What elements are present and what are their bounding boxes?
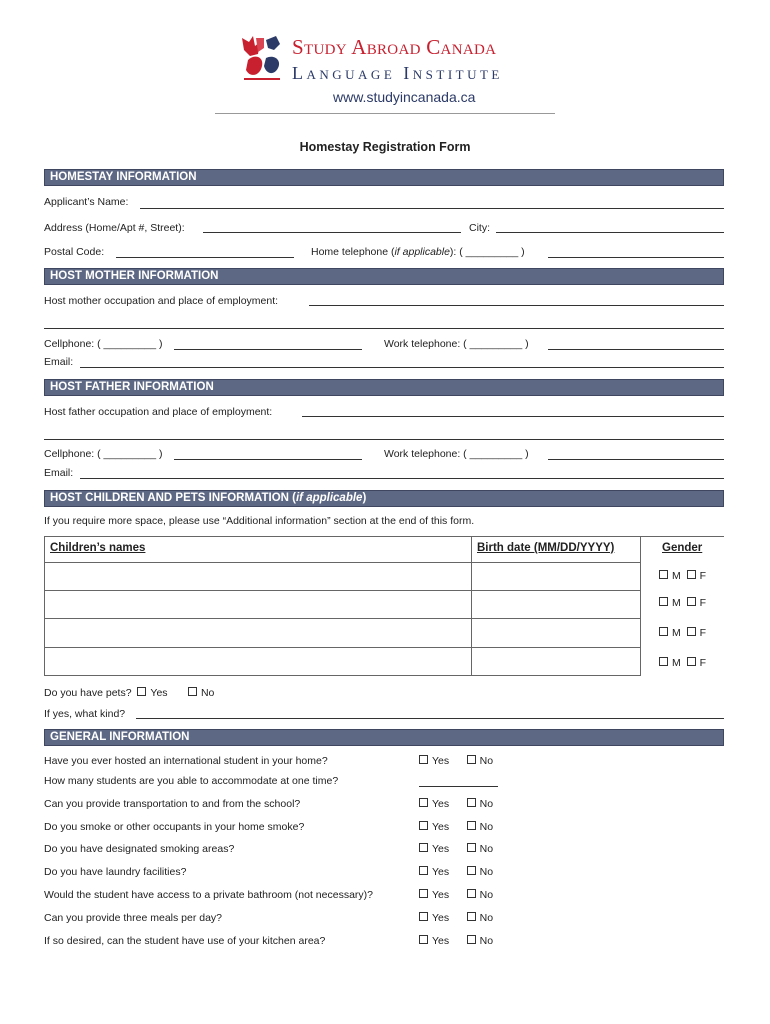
checkbox-icon[interactable] <box>467 798 476 807</box>
child-name-cell[interactable] <box>44 647 472 676</box>
question: Would the student have access to a private bathroom (not necessary)? <box>44 889 373 901</box>
section-header-general: GENERAL INFORMATION <box>44 729 724 746</box>
pets-question: Do you have pets? Yes No <box>44 687 215 699</box>
gender-options[interactable]: M F <box>659 597 706 609</box>
question: Do you have laundry facilities? <box>44 866 187 878</box>
father-cellphone-label: Cellphone: ( _________ ) <box>44 448 163 460</box>
logo-divider <box>215 113 555 114</box>
checkbox-icon[interactable] <box>419 843 428 852</box>
child-birth-cell[interactable] <box>471 562 641 591</box>
checkbox-icon[interactable] <box>467 755 476 764</box>
children-note: If you require more space, please use “Additional information” section at the end of this form. <box>44 515 475 527</box>
brand-name: Study Abroad Canada <box>292 35 497 59</box>
postal-code-field[interactable] <box>116 257 294 258</box>
yes-no-options[interactable]: Yes No <box>419 935 493 947</box>
father-occupation-field[interactable] <box>302 416 724 417</box>
checkbox-icon[interactable] <box>467 935 476 944</box>
father-occupation-field-2[interactable] <box>44 439 724 440</box>
question: Do you have designated smoking areas? <box>44 843 235 855</box>
checkbox-icon[interactable] <box>687 627 696 636</box>
child-birth-cell[interactable] <box>471 647 641 676</box>
child-birth-cell[interactable] <box>471 590 641 619</box>
mother-occupation-label: Host mother occupation and place of employment: <box>44 295 279 307</box>
applicant-name-field[interactable] <box>140 208 724 209</box>
checkbox-icon[interactable] <box>137 687 146 696</box>
yes-no-options[interactable]: Yes No <box>419 821 493 833</box>
checkbox-icon[interactable] <box>659 597 668 606</box>
city-label: City: <box>469 222 490 234</box>
yes-no-options[interactable]: Yes No <box>419 798 493 810</box>
home-telephone-label: Home telephone (if applicable): ( _________ ) <box>311 246 525 258</box>
yes-no-options[interactable]: Yes No <box>419 912 493 924</box>
child-name-cell[interactable] <box>44 590 472 619</box>
father-occupation-label: Host father occupation and place of employment: <box>44 406 273 418</box>
yes-no-options[interactable]: Yes No <box>419 889 493 901</box>
question: If so desired, can the student have use of your kitchen area? <box>44 935 326 947</box>
child-birth-cell[interactable] <box>471 618 641 648</box>
section-header-children-pets: HOST CHILDREN AND PETS INFORMATION (if applicable) <box>44 490 724 507</box>
checkbox-icon[interactable] <box>467 889 476 898</box>
checkbox-icon[interactable] <box>467 821 476 830</box>
section-header-homestay: HOMESTAY INFORMATION <box>44 169 724 186</box>
form-title: Homestay Registration Form <box>299 140 471 154</box>
checkbox-icon[interactable] <box>467 866 476 875</box>
col-header-names: Children’s names <box>50 542 146 554</box>
brand-subtitle: Language Institute <box>292 63 503 83</box>
col-header-gender: Gender <box>662 542 703 554</box>
question: Have you ever hosted an international student in your home? <box>44 755 328 767</box>
brand-url: www.studyincanada.ca <box>333 89 476 105</box>
mother-email-field[interactable] <box>80 367 724 368</box>
address-field[interactable] <box>203 232 461 233</box>
mother-occupation-field-2[interactable] <box>44 328 724 329</box>
student-count-field[interactable] <box>419 786 498 787</box>
father-work-tel-label: Work telephone: ( _________ ) <box>384 448 529 460</box>
checkbox-icon[interactable] <box>659 627 668 636</box>
pets-kind-field[interactable] <box>136 718 724 719</box>
checkbox-icon[interactable] <box>659 657 668 666</box>
question: Do you smoke or other occupants in your home smoke? <box>44 821 305 833</box>
checkbox-icon[interactable] <box>419 889 428 898</box>
mother-email-label: Email: <box>44 356 74 368</box>
checkbox-icon[interactable] <box>419 755 428 764</box>
col-header-birth-date: Birth date (MM/DD/YYYY) <box>477 542 615 554</box>
checkbox-icon[interactable] <box>687 657 696 666</box>
yes-no-options[interactable]: Yes No <box>419 843 493 855</box>
city-field[interactable] <box>496 232 724 233</box>
yes-no-options[interactable]: Yes No <box>419 866 493 878</box>
checkbox-icon[interactable] <box>659 570 668 579</box>
mother-work-tel-label: Work telephone: ( _________ ) <box>384 338 529 350</box>
gender-options[interactable]: M F <box>659 627 706 639</box>
checkbox-icon[interactable] <box>467 912 476 921</box>
mother-occupation-field[interactable] <box>309 305 724 306</box>
section-header-host-father: HOST FATHER INFORMATION <box>44 379 724 396</box>
question: Can you provide three meals per day? <box>44 912 223 924</box>
father-email-label: Email: <box>44 467 74 479</box>
checkbox-icon[interactable] <box>419 912 428 921</box>
checkbox-icon[interactable] <box>687 597 696 606</box>
mother-cellphone-label: Cellphone: ( _________ ) <box>44 338 163 350</box>
postal-code-label: Postal Code: <box>44 246 105 258</box>
question: Can you provide transportation to and from the school? <box>44 798 301 810</box>
mother-work-tel-field[interactable] <box>548 349 724 350</box>
checkbox-icon[interactable] <box>419 798 428 807</box>
father-cellphone-field[interactable] <box>174 459 362 460</box>
maple-leaf-logo-icon <box>240 34 286 84</box>
yes-no-options[interactable]: Yes No <box>419 755 493 767</box>
mother-cellphone-field[interactable] <box>174 349 362 350</box>
applicant-name-label: Applicant’s Name: <box>44 196 129 208</box>
checkbox-icon[interactable] <box>188 687 197 696</box>
question: How many students are you able to accommodate at one time? <box>44 775 339 787</box>
checkbox-icon[interactable] <box>687 570 696 579</box>
checkbox-icon[interactable] <box>419 935 428 944</box>
father-email-field[interactable] <box>80 478 724 479</box>
checkbox-icon[interactable] <box>419 866 428 875</box>
checkbox-icon[interactable] <box>419 821 428 830</box>
section-header-host-mother: HOST MOTHER INFORMATION <box>44 268 724 285</box>
home-telephone-field[interactable] <box>548 257 724 258</box>
address-label: Address (Home/Apt #, Street): <box>44 222 185 234</box>
child-name-cell[interactable] <box>44 618 472 648</box>
checkbox-icon[interactable] <box>467 843 476 852</box>
child-name-cell[interactable] <box>44 562 472 591</box>
pets-kind-label: If yes, what kind? <box>44 708 126 720</box>
father-work-tel-field[interactable] <box>548 459 724 460</box>
gender-options[interactable]: M F <box>659 570 706 582</box>
gender-options[interactable]: M F <box>659 657 706 669</box>
